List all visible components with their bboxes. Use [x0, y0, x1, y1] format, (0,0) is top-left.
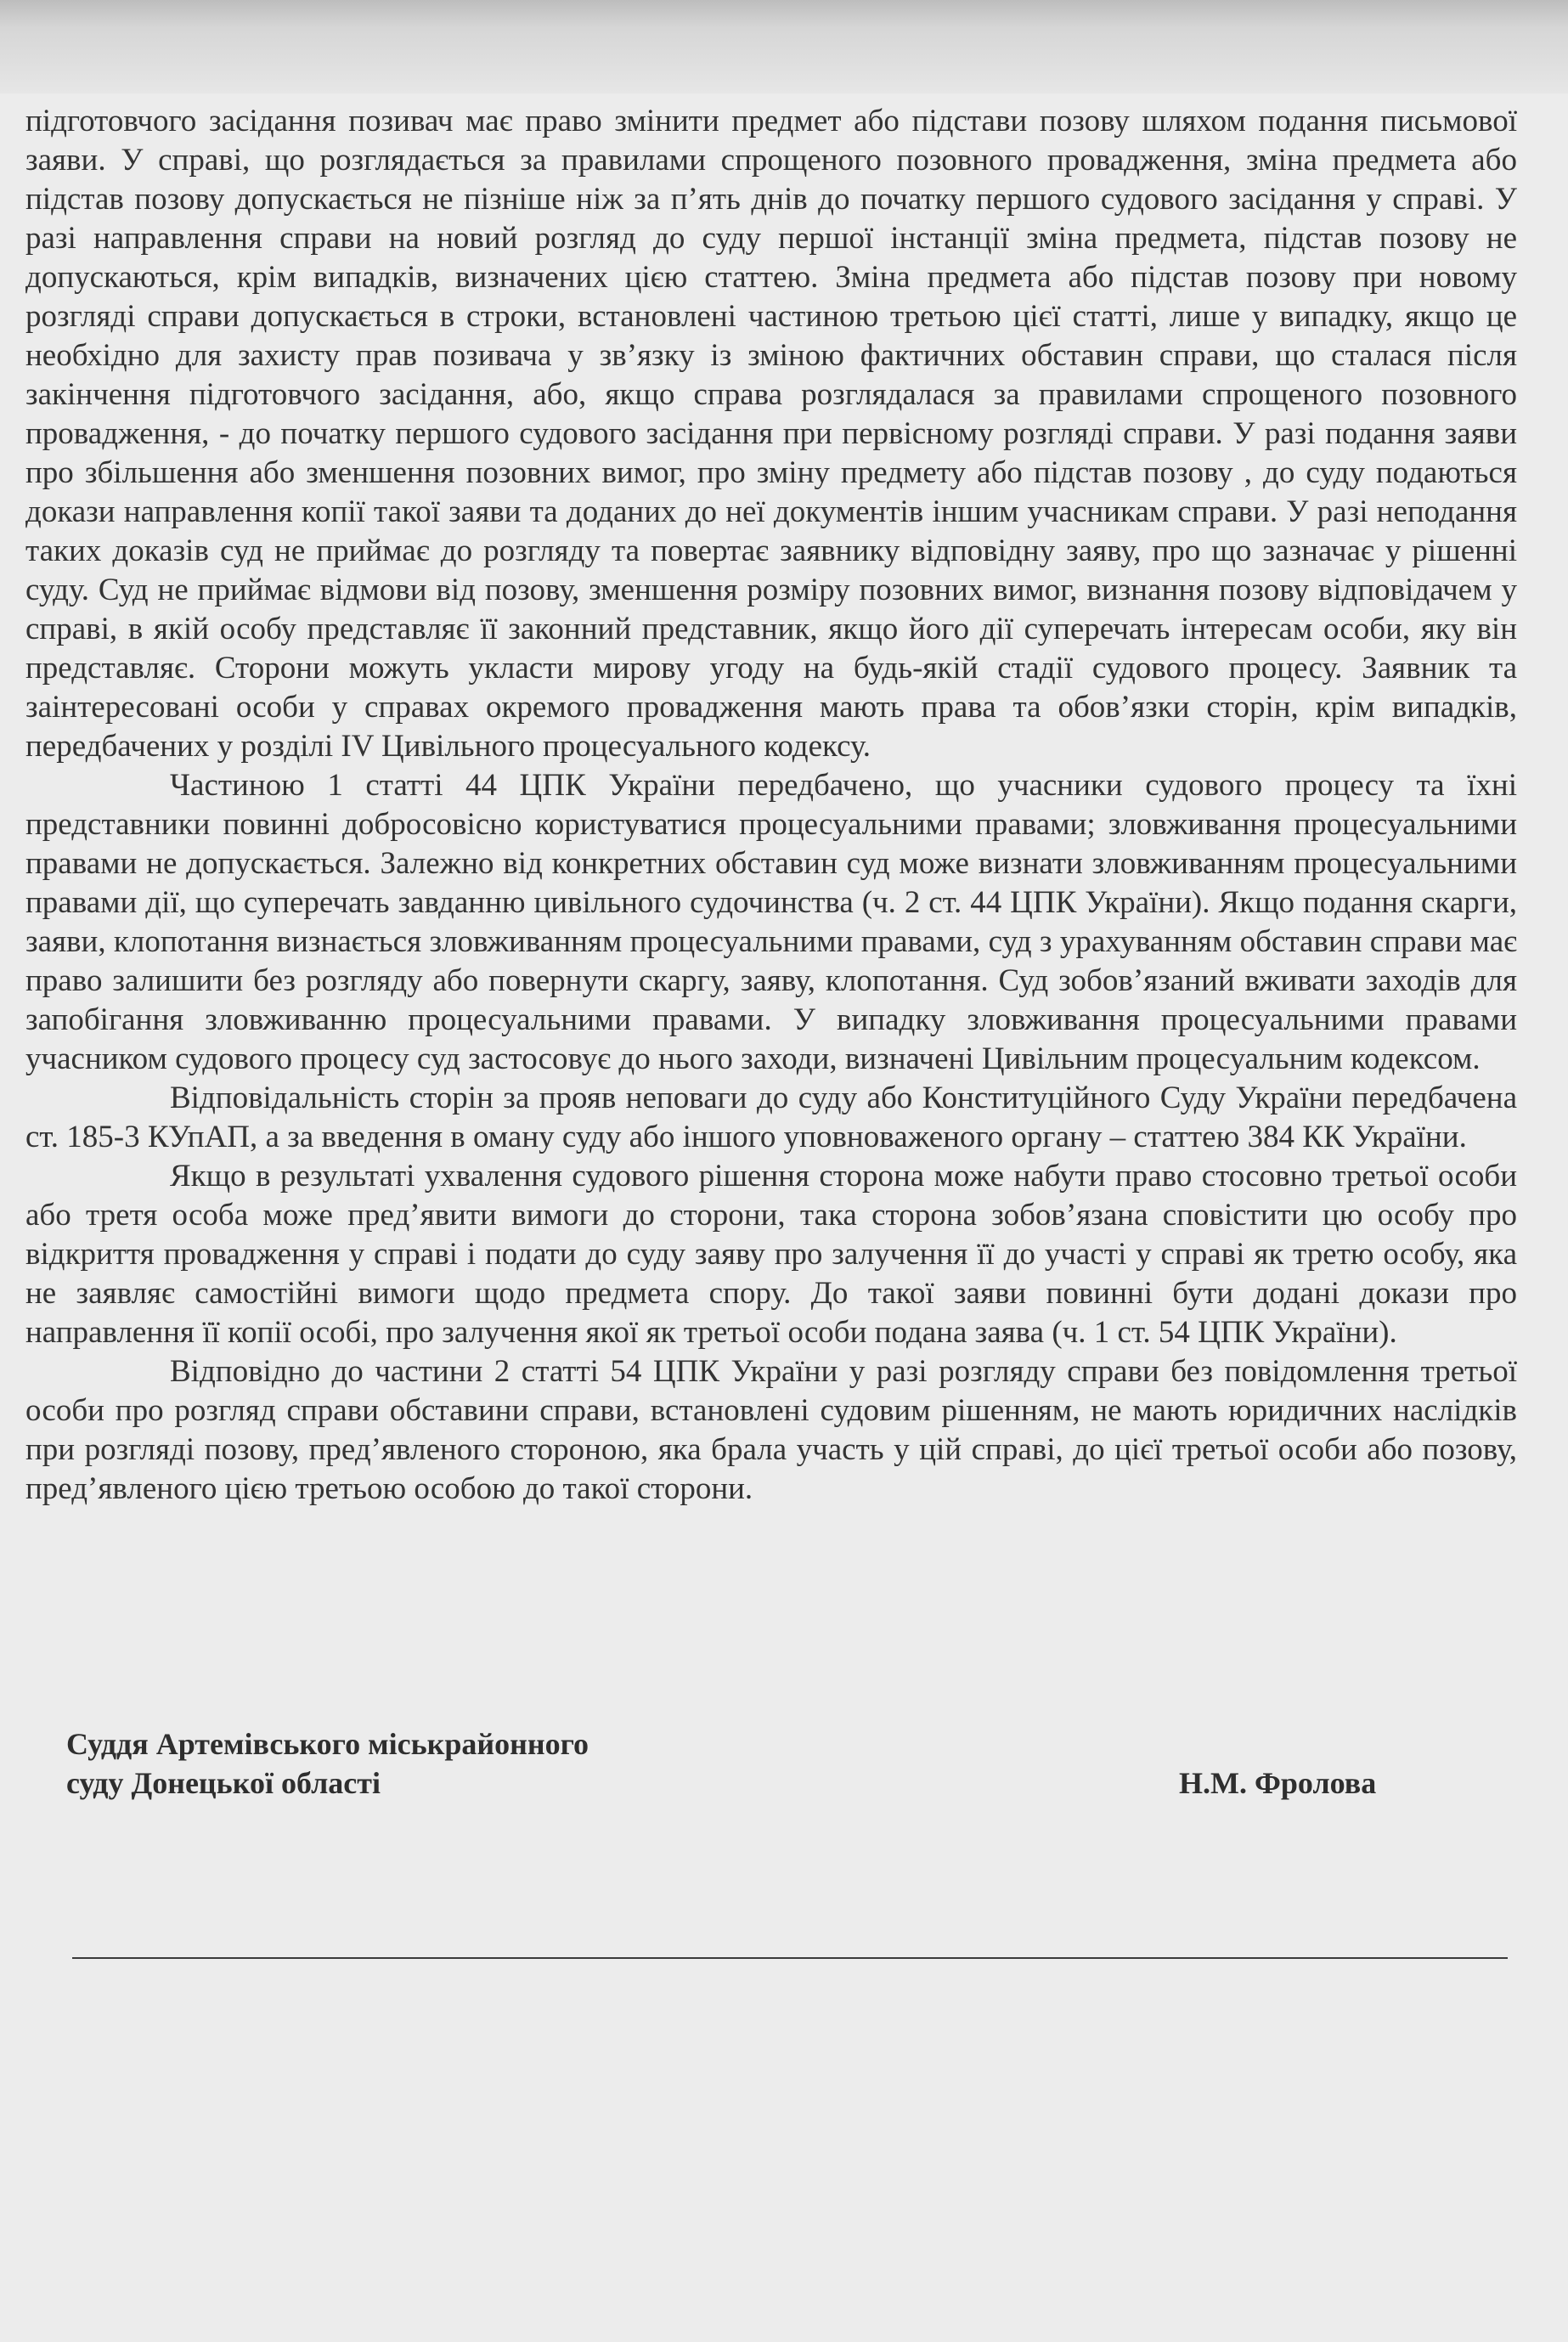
- paragraph-5: Відповідно до частини 2 статті 54 ЦПК України у разі розгляду справи без повідомлення третьої особи про розгляд справи обставини справи, встановлені судовим рішенням, не мають юридичних наслідків при розгляді позову, пред’явленого стороною, яка брала участь у цій справі, до цієї третьої особи або позову, пред’явленого цією третьою особою до такої сторони.: [25, 1354, 1517, 1506]
- judge-name: Н.М. Фролова: [1179, 1766, 1377, 1800]
- judge-title-line-2: суду Донецької області: [66, 1766, 381, 1800]
- paragraph-1: підготовчого засідання позивач має право змінити предмет або підстави позову шляхом подання письмової заяви. У справі, що розглядається за правилами спрощеного позовного провадження, зміна предмета або підстав позову допускається не пізніше ніж за п’ять днів до початку першого судового засідання у справі. У разі направлення справи на новий розгляд до суду першої інстанції зміна предмета, підстав позову не допускаються, крім випадків, визначених цією статтею. Зміна предмета або підстав позову при новому розгляді справи допускається в строки, встановлені частиною третьою цієї статті, лише у випадку, якщо це необхідно для захисту прав позивача у зв’язку із зміною фактичних обставин справи, що сталася після закінчення підготовчого засідання, або, якщо справа розглядалася за правилами спрощеного позовного провадження, - до початку першого судового засідання при первісному розгляді справи. У разі подання заяви про збільшення або зменшення позовних вимог, про зміну предмету або підстав позову , до суду подаються докази направлення копії такої заяви та доданих до неї документів іншим учасникам справи. У разі неподання таких доказів суд не приймає до розгляду та повертає заявнику відповідну заяву, про що зазначає у рішенні суду. Суд не приймає відмови від позову, зменшення розміру позовних вимог, визнання позову відповідачем у справі, в якій особу представляє її законний представник, якщо його дії суперечать інтересам особи, яку він представляє. Сторони можуть укласти мирову угоду на будь-якій стадії судового процесу. Заявник та заінтересовані особи у справах окремого провадження мають права та обов’язки сторін, крім випадків, передбачених у розділі IV Цивільного процесуального кодексу.: [25, 104, 1517, 764]
- paragraph-2: Частиною 1 статті 44 ЦПК України передбачено, що учасники судового процесу та їхні представники повинні добросовісно користуватися процесуальними правами; зловживання процесуальними правами не допускається. Залежно від конкретних обставин суд може визнати зловживанням процесуальними правами дії, що суперечать завданню цивільного судочинства (ч. 2 ст. 44 ЦПК України). Якщо подання скарги, заяви, клопотання визнається зловживанням процесуальними правами, суд з урахуванням обставин справи має право залишити без розгляду або повернути скаргу, заяву, клопотання. Суд зобов’язаний вживати заходів для запобігання зловживанню процесуальними правами. У випадку зловживання процесуальними правами учасником судового процесу суд застосовує до нього заходи, визначені Цивільним процесуальним кодексом.: [25, 768, 1517, 1076]
- page-top-edge: [0, 0, 1568, 93]
- paragraph-3: Відповідальність сторін за прояв неповаги до суду або Конституційного Суду України передбачена ст. 185-3 КУпАП, а за введення в оману суду або іншого уповноваженого органу – статтею 384 КК України.: [25, 1081, 1517, 1154]
- paragraph-4: Якщо в результаті ухвалення судового рішення сторона може набути право стосовно третьої особи або третя особа може пред’явити вимоги до сторони, така сторона зобов’язана сповістити цю особу про відкриття провадження у справі і подати до суду заяву про залучення її до участі у справі як третю особу, яка не заявляє самостійні вимоги щодо предмета спору. До такої заяви повинні бути додані докази про направлення її копії особі, про залучення якої як третьої особи подана заява (ч. 1 ст. 54 ЦПК України).: [25, 1159, 1517, 1350]
- document-body: [25, 102, 1517, 1509]
- judge-title: [66, 1724, 831, 1803]
- judge-title-line-1: Суддя Артемівського міськрайонного: [66, 1727, 589, 1761]
- footer-divider: [72, 1957, 1508, 1959]
